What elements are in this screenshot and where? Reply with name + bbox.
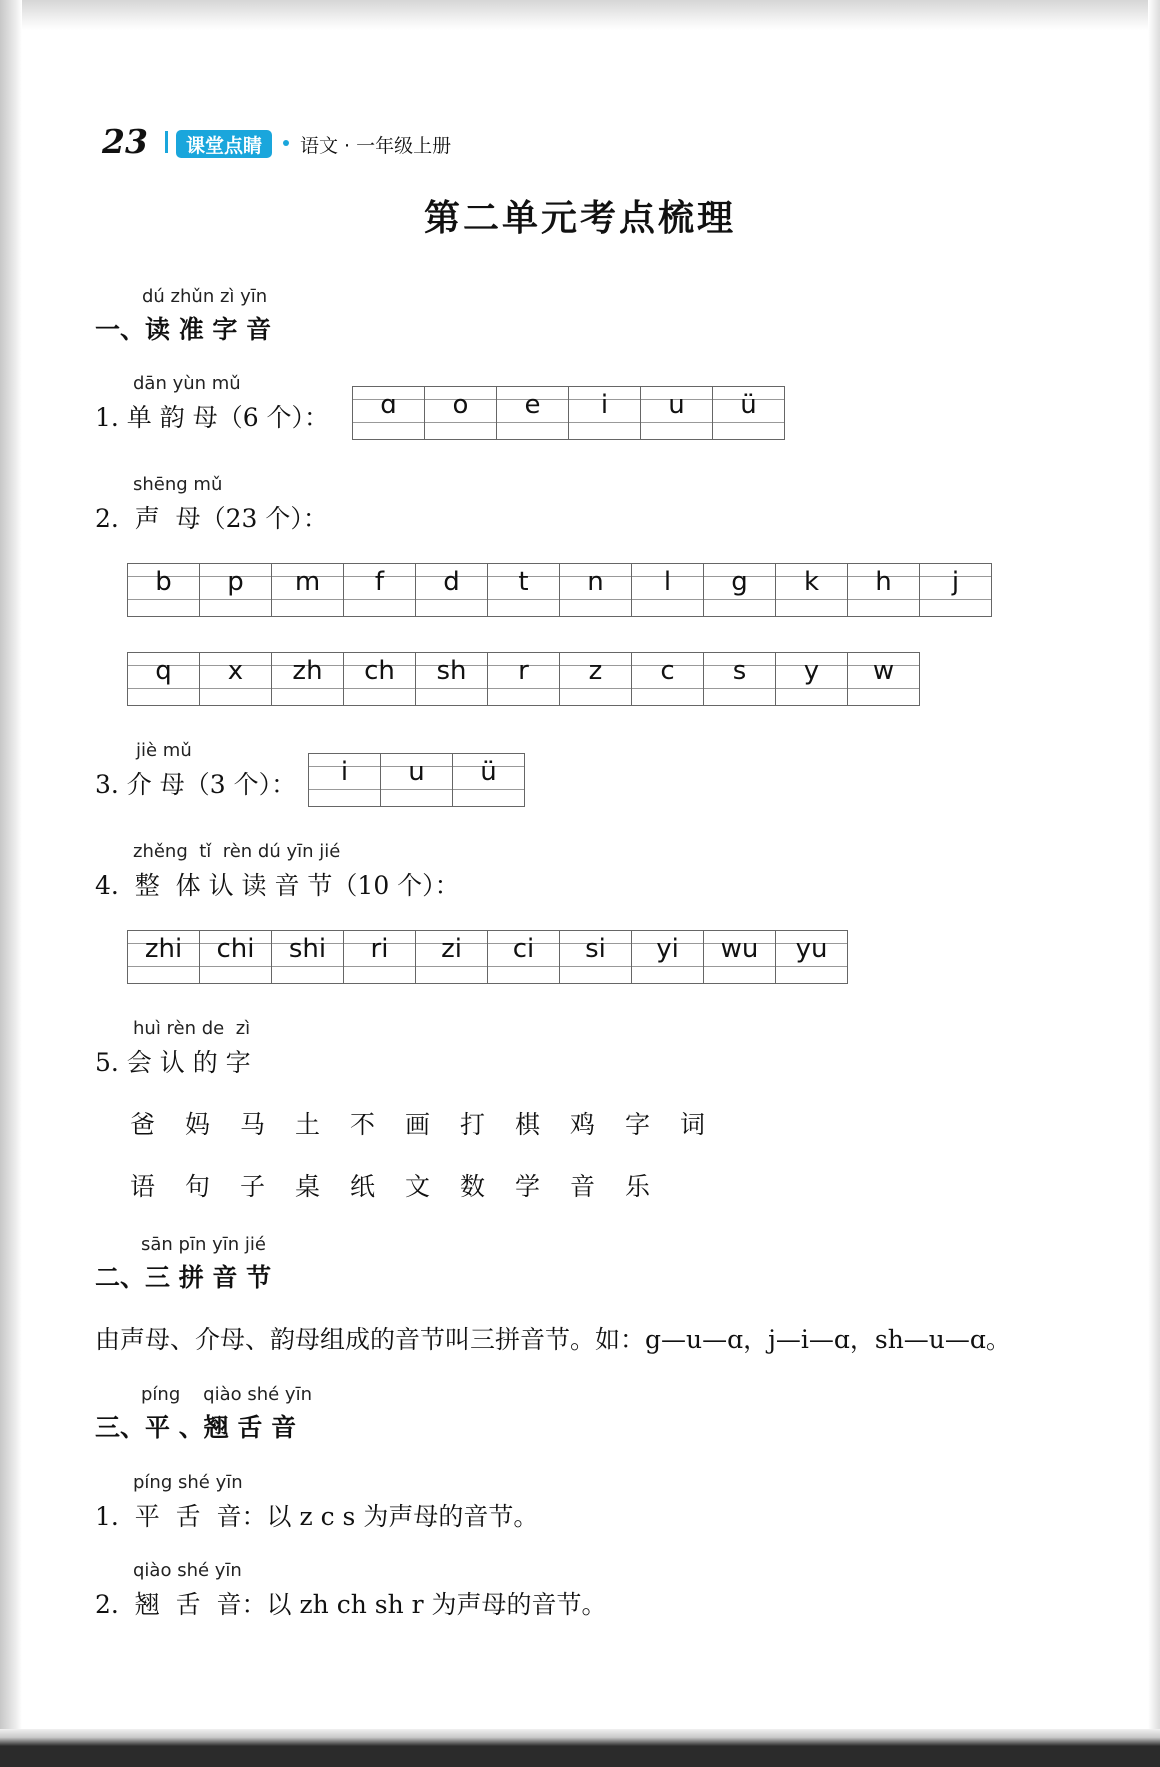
character: 文 [405, 1172, 431, 1201]
flat-tongue-text: 1. 平 舌 音：以 z c s 为声母的音节。 [95, 1502, 539, 1531]
grid-cell: d [415, 564, 487, 616]
vowels-grid [352, 386, 785, 440]
grid-cell: g [703, 564, 775, 616]
grid-cell: ü [712, 387, 784, 439]
section1-heading: 一、读 准 字 音 [95, 315, 272, 344]
grid-cell: c [631, 653, 703, 705]
grid-cell: i [309, 754, 380, 806]
header-divider [165, 131, 168, 153]
character: 学 [515, 1172, 541, 1201]
character: 爸 [130, 1110, 156, 1139]
grid-cell: j [919, 564, 991, 616]
grid-cell: ch [343, 653, 415, 705]
header-dot [283, 140, 289, 146]
page-title: 第二单元考点梳理 [423, 198, 736, 239]
grid-cell: w [847, 653, 919, 705]
character: 棋 [515, 1110, 541, 1139]
grid-cell: l [631, 564, 703, 616]
item3-pinyin: jiè mǔ [136, 740, 192, 761]
characters-row2 [130, 1167, 680, 1203]
grid-cell: wu [703, 931, 775, 983]
grid-cell: i [568, 387, 640, 439]
character: 妈 [185, 1110, 211, 1139]
character: 桌 [295, 1172, 321, 1201]
whole-syllables-grid [127, 930, 848, 984]
grid-cell: zhi [128, 931, 199, 983]
section2-pinyin: sān pīn yīn jié [141, 1234, 266, 1255]
grid-cell: si [559, 931, 631, 983]
grid-cell: p [199, 564, 271, 616]
item2-label: 2. 声 母（23 个）： [95, 504, 328, 533]
grid-cell: y [775, 653, 847, 705]
grid-cell: u [380, 754, 452, 806]
item5-pinyin: huì rèn de zì [133, 1018, 251, 1039]
characters-row1 [130, 1105, 735, 1141]
grid-cell: o [424, 387, 496, 439]
grid-cell: n [559, 564, 631, 616]
retroflex-pinyin: qiào shé yīn [133, 1560, 242, 1581]
character: 打 [460, 1110, 486, 1139]
item4-pinyin: zhěng tǐ rèn dú yīn jié [133, 841, 341, 862]
grid-cell: chi [199, 931, 271, 983]
section3-pinyin: píng qiào shé yīn [141, 1384, 312, 1405]
character: 音 [570, 1172, 596, 1201]
grid-cell: yu [775, 931, 847, 983]
book-title: 语文 · 一年级上册 [300, 135, 452, 157]
item2-pinyin: shēng mǔ [133, 474, 223, 495]
grid-cell: zh [271, 653, 343, 705]
page-top-shadow [0, 0, 1160, 30]
character: 数 [460, 1172, 486, 1201]
character: 句 [185, 1172, 211, 1201]
character: 乐 [625, 1172, 651, 1201]
grid-cell: yi [631, 931, 703, 983]
character: 土 [295, 1110, 321, 1139]
grid-cell: shi [271, 931, 343, 983]
section1-pinyin: dú zhǔn zì yīn [142, 286, 268, 307]
grid-cell: t [487, 564, 559, 616]
character: 纸 [350, 1172, 376, 1201]
section3-heading: 三、平 、翘 舌 音 [95, 1413, 297, 1442]
item5-label: 5. 会 认 的 字 [95, 1048, 251, 1077]
item3-label: 3. 介 母（3 个）： [95, 770, 297, 799]
character: 马 [240, 1110, 266, 1139]
grid-cell: ci [487, 931, 559, 983]
character: 词 [680, 1110, 706, 1139]
page-right-shadow [1148, 0, 1160, 1767]
retroflex-text: 2. 翘 舌 音：以 zh ch sh r 为声母的音节。 [95, 1590, 607, 1619]
grid-cell: ri [343, 931, 415, 983]
grid-cell: h [847, 564, 919, 616]
grid-cell: zi [415, 931, 487, 983]
character: 鸡 [570, 1110, 596, 1139]
grid-cell: z [559, 653, 631, 705]
page-left-shadow [0, 0, 22, 1767]
page-bottom-edge [0, 1729, 1160, 1767]
series-badge: 课堂点睛 [176, 130, 272, 158]
page-number: 23 [102, 122, 148, 161]
grid-cell: q [128, 653, 199, 705]
section2-text: 由声母、介母、韵母组成的音节叫三拼音节。如：g—u—ɑ，j—i—ɑ，sh—u—ɑ。 [95, 1325, 1011, 1354]
section2-heading: 二、三 拼 音 节 [95, 1263, 272, 1292]
grid-cell: ü [452, 754, 524, 806]
item4-label: 4. 整 体 认 读 音 节（10 个）： [95, 871, 460, 900]
grid-cell: r [487, 653, 559, 705]
character: 子 [240, 1172, 266, 1201]
grid-cell: x [199, 653, 271, 705]
item1-label: 1. 单 韵 母（6 个）： [95, 403, 330, 432]
grid-cell: k [775, 564, 847, 616]
flat-tongue-pinyin: píng shé yīn [133, 1472, 243, 1493]
character: 不 [350, 1110, 376, 1139]
grid-cell: e [496, 387, 568, 439]
initials-grid-row2 [127, 652, 920, 706]
grid-cell: ɑ [353, 387, 424, 439]
grid-cell: s [703, 653, 775, 705]
character: 字 [625, 1110, 651, 1139]
grid-cell: m [271, 564, 343, 616]
character: 语 [130, 1172, 156, 1201]
grid-cell: u [640, 387, 712, 439]
grid-cell: sh [415, 653, 487, 705]
grid-cell: b [128, 564, 199, 616]
character: 画 [405, 1110, 431, 1139]
initials-grid-row1 [127, 563, 992, 617]
item1-pinyin: dān yùn mǔ [133, 373, 241, 394]
grid-cell: f [343, 564, 415, 616]
medials-grid [308, 753, 525, 807]
